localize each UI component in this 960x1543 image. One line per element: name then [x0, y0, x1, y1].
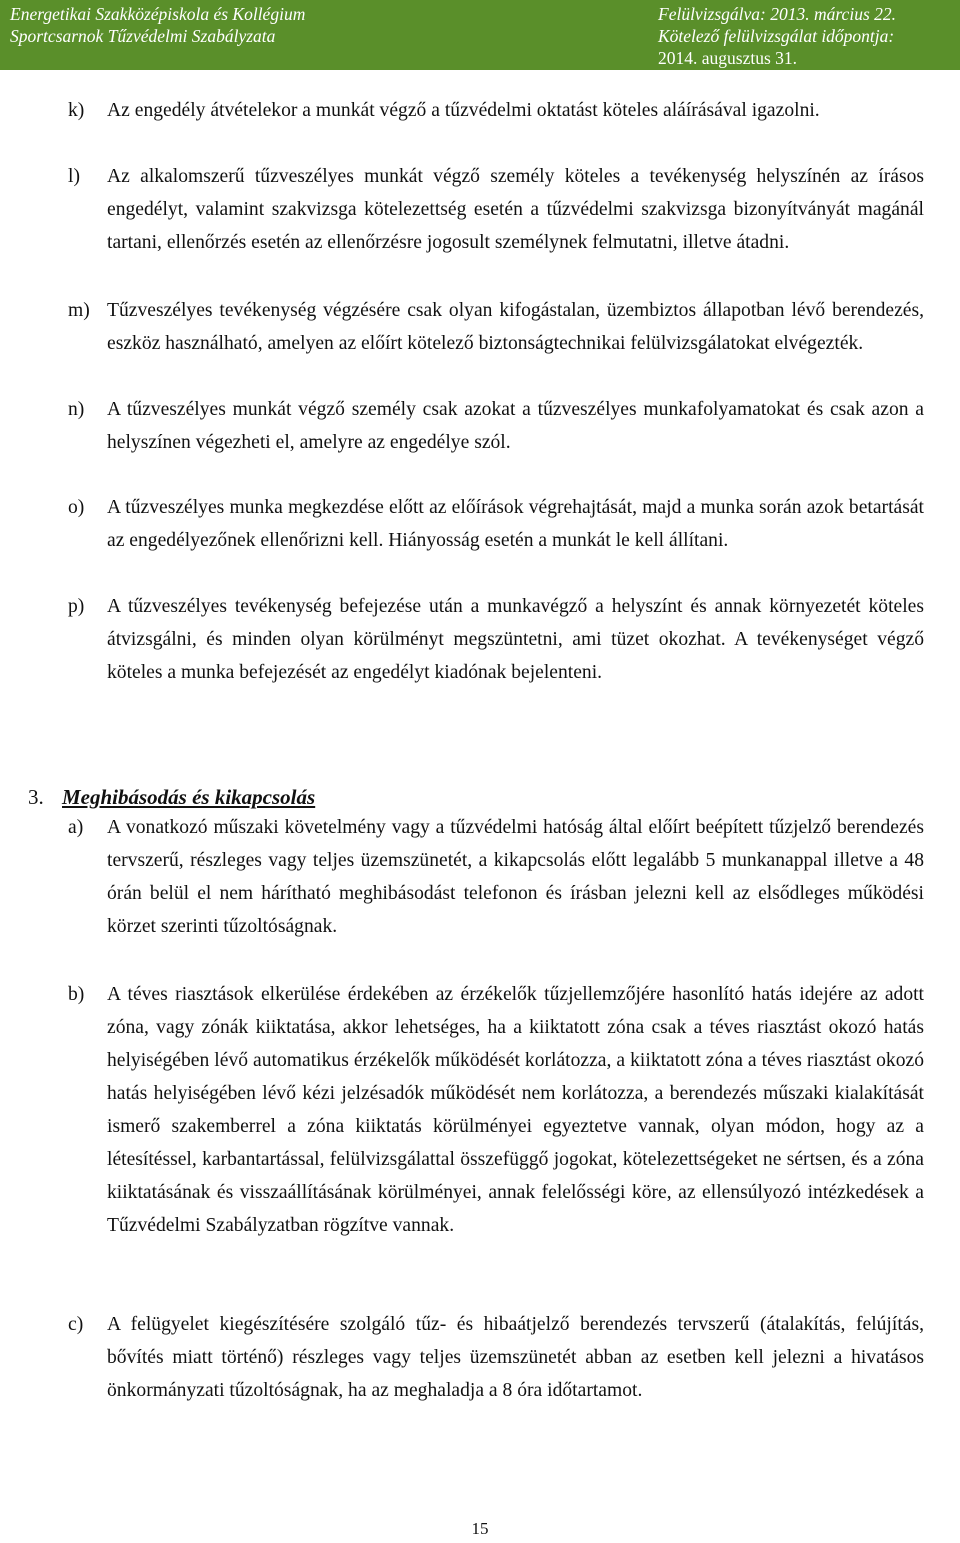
- list-item-text: Az alkalomszerű tűzveszélyes munkát végző személy köteles a tevékenység helyszínén az írásos engedélyt, valamint szakvizsga kötelezettség esetén a tűzvédelmi szakvizsga bizonyítványát magánál tartani, ellenőrzés esetén az ellenőrzésre jogosult személynek felmutatni, illetve átadni.: [107, 166, 924, 253]
- section-item-c: [68, 1308, 924, 1407]
- list-marker: n): [68, 399, 85, 420]
- document-header: [0, 0, 960, 70]
- list-marker: b): [68, 984, 85, 1005]
- list-marker: o): [68, 497, 85, 518]
- document-title: Sportcsarnok Tűzvédelmi Szabályzata: [10, 26, 276, 46]
- list-item-l: [68, 160, 924, 259]
- list-item-m: [68, 294, 924, 360]
- next-review-date: 2014. augusztus 31.: [658, 48, 798, 68]
- list-item-o: [68, 491, 924, 557]
- list-marker: k): [68, 100, 85, 121]
- list-item-text: A tűzveszélyes munka megkezdése előtt az előírások végrehajtását, majd a munka során azok betartását az engedélyezőnek ellenőrizni kell. Hiányosság esetén a munkát le kell állítani.: [107, 497, 924, 551]
- list-item-p: [68, 590, 924, 689]
- list-item-text: A téves riasztások elkerülése érdekében az érzékelők tűzjellemzőjére hasonlító hatás idejére az adott zóna, vagy zónák kiiktatása, akkor lehetséges, ha a kiiktatott zóna csak a téves riasztást okozó hatás helyiségében lévő automatikus érzékelők működését korlátozza, a kiiktatott zóna a téves riasztást okozó hatás helyiségében lévő kézi jelzésadók működését nem korlátozza, a berendezés műszaki kialakítását ismerő szakemberrel a zóna kiiktatás körülményei egyeztetve vannak, olyan módon, hogy az a létesítéssel, karbantartással, felülvizsgálattal összefüggő jogokat, kötelezettségeket ne sértsen, és a zóna kiiktatásának és visszaállításának körülményei, annak felelősségi köre, az ellensúlyozó intézkedések a Tűzvédelmi Szabályzatban rögzítve vannak.: [107, 984, 924, 1236]
- next-review-label: Kötelező felülvizsgálat időpontja:: [658, 26, 895, 46]
- list-item-text: Tűzveszélyes tevékenység végzésére csak olyan kifogástalan, üzembiztos állapotban lévő berendezés, eszköz használható, amelyen az előírt kötelező biztonságtechnikai felülvizsgálatokat elvégezték.: [107, 300, 924, 354]
- list-item-n: [68, 393, 924, 459]
- revision-date: Felülvizsgálva: 2013. március 22.: [658, 4, 897, 24]
- list-marker: l): [68, 166, 80, 187]
- list-item-text: A tűzveszélyes tevékenység befejezése után a munkavégző a helyszínt és annak környezetét köteles átvizsgálni, és minden olyan körülményt megszüntetni, ami tüzet okozhat. A tevékenységet végző köteles a munka befejezését az engedélyt kiadónak bejelenteni.: [107, 596, 924, 683]
- list-item-text: A tűzveszélyes munkát végző személy csak azokat a tűzveszélyes munkafolyamatokat és csak azon a helyszínen végezheti el, amelyre az engedélye szól.: [107, 399, 924, 453]
- list-marker: c): [68, 1314, 84, 1335]
- section-number: 3.: [28, 785, 44, 809]
- list-marker: p): [68, 596, 85, 617]
- list-marker: m): [68, 300, 90, 321]
- section-item-b: [68, 978, 924, 1242]
- list-item-text: Az engedély átvételekor a munkát végző a tűzvédelmi oktatást köteles aláírásával igazolni.: [107, 100, 820, 121]
- list-item-text: A felügyelet kiegészítésére szolgáló tűz- és hibaátjelző berendezés tervszerű (átalakítás, felújítás, bővítés miatt történő) részleges vagy teljes üzemszünetét abban az esetben kell jelezni a hivatásos önkormányzati tűzoltóságnak, ha az meghaladja a 8 óra időtartamot.: [107, 1314, 924, 1401]
- list-marker: a): [68, 817, 84, 838]
- section-item-a: [68, 811, 924, 943]
- school-name: Energetikai Szakközépiskola és Kollégium: [10, 4, 306, 24]
- page-number: 15: [471, 1519, 489, 1538]
- list-item-text: A vonatkozó műszaki követelmény vagy a tűzvédelmi hatóság által előírt beépített tűzjelző berendezés tervszerű, részleges vagy teljes üzemszünetét, a kikapcsolás előtt legalább 5 munkanappal illetve a 48 órán belül el nem hárítható meghibásodást telefonon és írásban jelezni kell az elsődleges működési körzet szerinti tűzoltóságnak.: [107, 817, 924, 937]
- section-heading: [28, 781, 315, 814]
- list-item-k: [68, 94, 924, 127]
- header-left: [10, 3, 305, 47]
- header-right: [658, 3, 896, 69]
- section-title: Meghibásodás és kikapcsolás: [62, 785, 316, 809]
